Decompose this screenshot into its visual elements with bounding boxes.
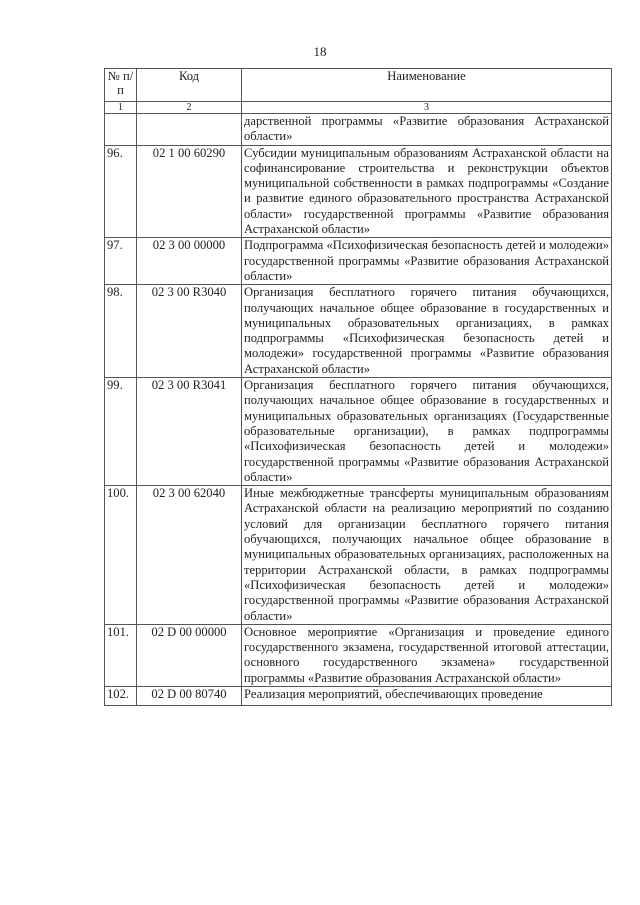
row-number: 96.	[105, 145, 137, 238]
row-number	[105, 114, 137, 146]
table-row	[105, 285, 612, 378]
row-number: 99.	[105, 378, 137, 486]
table-row	[105, 624, 612, 686]
row-code: 02 D 00 80740	[137, 686, 242, 705]
row-number: 101.	[105, 624, 137, 686]
row-number: 100.	[105, 486, 137, 625]
row-name: Организация бесплатного горячего питания обучающихся, получающих начальное общее образование в государственных и муниципальных образовательных организациях (Государственные образовательные организации), в рамках подпрограммы «Психофизическая безопасность детей и молодежи» государственной программы «Развитие образования Астраханской области»	[242, 378, 612, 486]
column-index: 2	[137, 102, 242, 114]
row-name: Иные межбюджетные трансферты муниципальным образованиям Астраханской области на реализацию мероприятий по созданию условий для организации бесплатного горячего питания обучающихся, получающих начальное общее образование в муниципальных образовательных организациях, расположенных на территории Астраханской области, в рамках подпрограммы «Психофизическая безопасность детей и молодежи» государственной программы «Развитие образования Астраханской области»	[242, 486, 612, 625]
table-row	[105, 686, 612, 705]
row-number: 97.	[105, 238, 137, 285]
column-index: 1	[105, 102, 137, 114]
budget-code-table	[104, 68, 612, 706]
row-name: Подпрограмма «Психофизическая безопасность детей и молодежи» государственной программы «Развитие образования Астраханской области»	[242, 238, 612, 285]
header-num: № п/п	[105, 69, 137, 102]
header-name: Наименование	[242, 69, 612, 102]
table-row	[105, 486, 612, 625]
row-code: 02 1 00 60290	[137, 145, 242, 238]
page-number: 18	[313, 44, 327, 59]
row-name: дарственной программы «Развитие образования Астраханской области»	[242, 114, 612, 146]
row-number: 102.	[105, 686, 137, 705]
table-row	[105, 238, 612, 285]
row-code: 02 3 00 00000	[137, 238, 242, 285]
row-name: Основное мероприятие «Организация и проведение единого государственного экзамена, государственной итоговой аттестации, основного государственного экзамена» государственной программы «Развитие образования Астраханской области»	[242, 624, 612, 686]
table-row	[105, 145, 612, 238]
row-code: 02 3 00 R3040	[137, 285, 242, 378]
row-code: 02 3 00 62040	[137, 486, 242, 625]
table-row	[105, 378, 612, 486]
row-name: Субсидии муниципальным образованиям Астраханской области на софинансирование строительства и реконструкции объектов муниципальной собственности в рамках подпрограммы «Создание и развитие единого образовательного пространства Астраханской области» государственной программы «Развитие образования Астраханской области»	[242, 145, 612, 238]
row-number: 98.	[105, 285, 137, 378]
row-name: Организация бесплатного горячего питания обучающихся, получающих начальное общее образование в государственных и муниципальных образовательных организациях, в рамках подпрограммы «Психофизическая безопасность детей и молодежи» государственной программы «Развитие образования Астраханской области»	[242, 285, 612, 378]
table-row	[105, 114, 612, 146]
row-code	[137, 114, 242, 146]
column-index: 3	[242, 102, 612, 114]
row-code: 02 3 00 R3041	[137, 378, 242, 486]
header-code: Код	[137, 69, 242, 102]
column-index-row	[105, 102, 612, 114]
row-name: Реализация мероприятий, обеспечивающих проведение	[242, 686, 612, 705]
row-code: 02 D 00 00000	[137, 624, 242, 686]
table-header-row	[105, 69, 612, 102]
